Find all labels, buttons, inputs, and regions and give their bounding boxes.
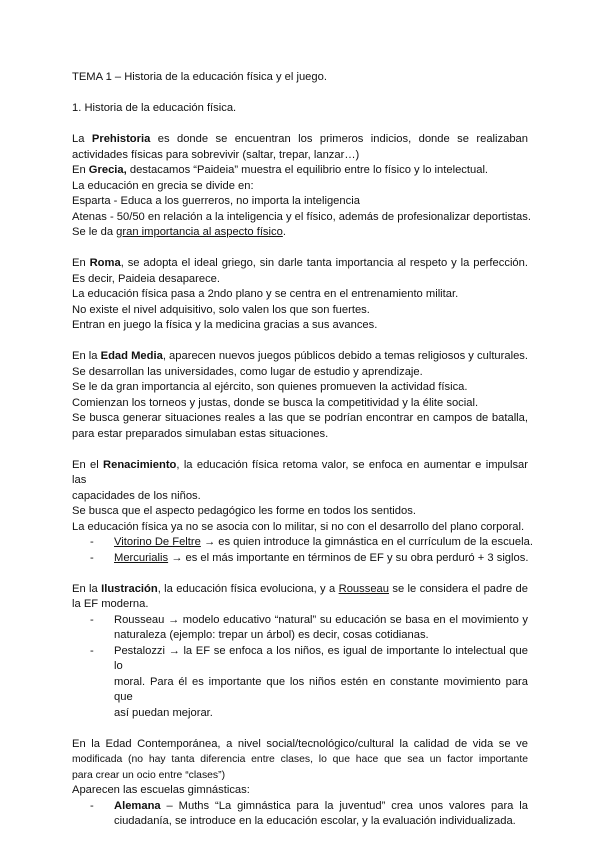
bullet-dash: - — [90, 551, 94, 564]
paragraph-line: Se busca que el aspecto pedagógico les forme en todos los sentidos. — [72, 505, 416, 517]
paragraph-line: En Roma, se adopta el ideal griego, sin darle tanta importancia al respeto y la perfección. — [72, 257, 528, 269]
document-title: TEMA 1 – Historia de la educación física y el juego. — [72, 71, 327, 83]
paragraph-line: Se le da gran importancia al aspecto físico. — [72, 226, 286, 238]
bullet-dash: - — [90, 536, 94, 548]
paragraph-line: Se busca generar situaciones reales a las que se podrían encontrar en campos de batalla, — [72, 412, 528, 424]
paragraph-line: Comienzan los torneos y justas, donde se busca la competitividad y la élite social. — [72, 396, 479, 409]
paragraph-line: Aparecen las escuelas gimnásticas: — [72, 784, 250, 796]
paragraph-line: Atenas - 50/50 en relación a la inteligencia y el físico, además de profesionalizar deportistas. — [72, 210, 531, 223]
list-item: - Rousseau → modelo educativo “natural” su educación se basa en el movimiento y — [72, 613, 528, 629]
list-item: - Alemana – Muths “La gimnástica para la juventud” crea unos valores para la — [72, 799, 528, 815]
document-page — [72, 70, 533, 830]
paragraph-line: Es decir, Paideia desaparece. — [72, 272, 221, 285]
paragraph-line: Esparta - Educa a los guerreros, no importa la inteligencia — [72, 195, 360, 207]
paragraph-line: Se desarrollan las universidades, como lugar de estudio y aprendizaje. — [72, 365, 423, 378]
paragraph-line: No existe el nivel adquisitivo, solo valen los que son fuertes. — [72, 303, 370, 316]
paragraph-line: En la Ilustración, la educación física evoluciona, y a Rousseau se le considera el padre de — [72, 582, 528, 595]
bullet-dash: - — [90, 644, 94, 657]
paragraph-line: En el Renacimiento, la educación física retoma valor, se enfoca en aumentar e impulsar las — [72, 458, 528, 486]
paragraph-line: Se le da gran importancia al ejército, son quienes promueven la actividad física. — [72, 381, 468, 393]
paragraph-line: para estar preparados simulaban estas situaciones. — [72, 427, 329, 440]
paragraph-line: En Grecia, destacamos “Paideia” muestra el equilibrio entre lo físico y lo intelectual. — [72, 164, 489, 176]
bullet-dash: - — [90, 799, 94, 812]
list-item: - Pestalozzi → la EF se enfoca a los niños, es igual de importante lo intelectual que lo — [90, 644, 528, 672]
paragraph-line: La Prehistoria es donde se encuentran los primeros indicios, donde se realizaban — [72, 133, 528, 145]
list-item: - Mercurialis → es el más importante en términos de EF y su obra perduró + 3 siglos. — [72, 551, 528, 567]
paragraph-line: La educación en grecia se divide en: — [72, 179, 254, 192]
list-item-continuation: moral. Para él es importante que los niños estén en constante movimiento para que — [114, 675, 528, 703]
paragraph-line: modificada (no hay tanta diferencia entre clases, lo que hace que sea un factor importante — [72, 754, 528, 765]
list-item-continuation: naturaleza (ejemplo: trepar un árbol) es decir, cosas cotidianas. — [114, 629, 429, 641]
paragraph-line: La educación física ya no se asocia con lo militar, si no con el desarrollo del plano corporal. — [72, 520, 525, 533]
list-item-continuation: así puedan mejorar. — [114, 706, 213, 719]
list-item-continuation: ciudadanía, se introduce en la educación escolar, y la evaluación individualizada. — [114, 815, 516, 827]
bullet-dash: - — [90, 613, 94, 626]
section-heading: 1. Historia de la educación física. — [72, 102, 237, 114]
paragraph-line: En la Edad Contemporánea, a nivel social/tecnológico/cultural la calidad de vida se ve — [72, 737, 528, 750]
paragraph-line: Entran en juego la física y la medicina gracias a sus avances. — [72, 319, 378, 331]
paragraph-line: En la Edad Media, aparecen nuevos juegos públicos debido a temas religiosos y culturales. — [72, 350, 529, 362]
paragraph-line: la EF moderna. — [72, 598, 149, 610]
paragraph-line: capacidades de los niños. — [72, 489, 201, 502]
paragraph-line: para crear un ocio entre “clases”) — [72, 769, 226, 781]
paragraph-line: La educación física pasa a 2ndo plano y se centra en el entrenamiento militar. — [72, 288, 459, 300]
paragraph-line: actividades físicas para sobrevivir (saltar, trepar, lanzar…) — [72, 148, 360, 161]
list-item: - Vitorino De Feltre → es quien introduce la gimnástica en el currículum de la escuela. — [72, 535, 528, 551]
